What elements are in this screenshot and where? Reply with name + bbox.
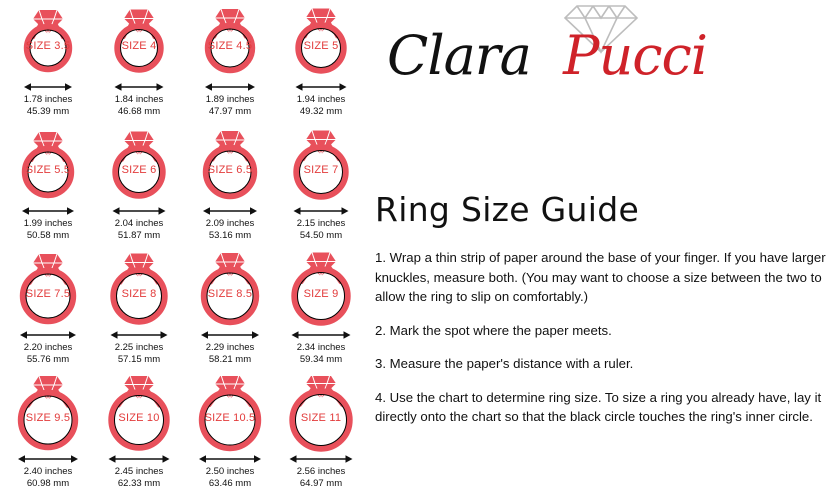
ring-size-cell[interactable] (277, 4, 365, 126)
diameter-arrow (277, 328, 365, 342)
ring-illustration (186, 376, 274, 452)
double-arrow-icon (95, 80, 183, 94)
ring-diameter-inches: 1.99 inches (23, 218, 73, 229)
diameter-arrow (4, 452, 92, 466)
diameter-arrow (186, 204, 274, 218)
ring-illustration (277, 4, 365, 80)
guide-step: 1. Wrap a thin strip of paper around the base of your finger. If you have larger knuckles, measure both. (You may want to choose a size between the two to allow the ring to slip on comfortably.) (375, 250, 826, 304)
guide-step: 2. Mark the spot where the paper meets. (375, 322, 612, 338)
double-arrow-icon (277, 452, 365, 466)
ring-measurements (277, 342, 365, 365)
ring-size-label: SIZE 10 (118, 412, 160, 424)
ring-diameter-mm: 46.68 mm (117, 105, 161, 117)
ring-diameter-inches: 2.45 inches (114, 466, 164, 477)
ring-illustration (186, 252, 274, 328)
ring-diameter-mm: 63.46 mm (208, 477, 252, 489)
double-arrow-icon (277, 328, 365, 342)
ring-size-cell[interactable] (186, 376, 274, 498)
ring-measurements (186, 342, 274, 365)
diameter-arrow (4, 80, 92, 94)
ring-diameter-mm: 62.33 mm (117, 477, 161, 489)
ring-illustration (95, 376, 183, 452)
ring-diameter-mm: 55.76 mm (26, 353, 70, 365)
ring-size-cell[interactable] (95, 128, 183, 250)
ring-size-cell[interactable] (95, 252, 183, 374)
double-arrow-icon (4, 204, 92, 218)
diameter-arrow (95, 204, 183, 218)
ring-diameter-inches: 2.04 inches (114, 218, 164, 229)
brand-wordmark (387, 24, 707, 87)
ring-size-cell[interactable] (4, 128, 92, 250)
ring-size-label: SIZE 6.5 (207, 164, 253, 176)
ring-measurements (4, 342, 92, 365)
ring-size-label: SIZE 4.5 (207, 40, 253, 52)
ring-measurements (95, 342, 183, 365)
ring-size-cell[interactable] (186, 4, 274, 126)
ring-diameter-mm: 45.39 mm (26, 105, 70, 117)
ring-illustration (95, 128, 183, 204)
ring-diameter-inches: 1.89 inches (205, 94, 255, 105)
diameter-arrow (186, 452, 274, 466)
ring-diameter-mm: 64.97 mm (299, 477, 343, 489)
ring-size-label: SIZE 10.5 (204, 412, 256, 424)
ring-illustration (95, 4, 183, 80)
ring-illustration (186, 4, 274, 80)
ring-diameter-inches: 1.84 inches (114, 94, 164, 105)
brand-first-name: Clara (387, 24, 531, 87)
guide-step: 3. Measure the paper's distance with a ruler. (375, 356, 634, 371)
ring-diameter-inches: 2.56 inches (296, 466, 346, 477)
double-arrow-icon (95, 204, 183, 218)
ring-size-label: SIZE 8.5 (207, 288, 253, 300)
diameter-arrow (277, 204, 365, 218)
ring-illustration (4, 4, 92, 80)
ring-size-cell[interactable] (95, 4, 183, 126)
ring-diameter-inches: 2.34 inches (296, 342, 346, 353)
ring-measurements (4, 94, 92, 117)
ring-illustration (4, 376, 92, 452)
diameter-arrow (4, 204, 92, 218)
ring-size-cell[interactable] (4, 4, 92, 126)
ring-size-cell[interactable] (186, 252, 274, 374)
ring-size-cell[interactable] (4, 252, 92, 374)
double-arrow-icon (4, 452, 92, 466)
ring-measurements (4, 466, 92, 489)
page-title: Ring Size Guide (375, 190, 640, 229)
double-arrow-icon (4, 80, 92, 94)
ring-diameter-inches: 1.78 inches (23, 94, 73, 105)
ring-illustration (277, 128, 365, 204)
diameter-arrow (4, 328, 92, 342)
ring-size-cell[interactable] (4, 376, 92, 498)
diameter-arrow (95, 328, 183, 342)
ring-diameter-mm: 58.21 mm (208, 353, 252, 365)
double-arrow-icon (186, 328, 274, 342)
ring-diameter-mm: 49.32 mm (299, 105, 343, 117)
ring-diameter-mm: 51.87 mm (117, 229, 161, 241)
double-arrow-icon (95, 452, 183, 466)
ring-size-label: SIZE 8 (121, 288, 157, 300)
ring-measurements (277, 466, 365, 489)
ring-measurements (95, 94, 183, 117)
guide-steps (375, 248, 827, 441)
double-arrow-icon (186, 452, 274, 466)
ring-diameter-inches: 2.25 inches (114, 342, 164, 353)
ring-illustration (277, 376, 365, 452)
ring-size-label: SIZE 3.5 (25, 40, 71, 52)
brand-last-name: Pucci (563, 24, 708, 87)
ring-diameter-mm: 60.98 mm (26, 477, 70, 489)
ring-size-label: SIZE 4 (121, 40, 157, 52)
ring-size-label: SIZE 9.5 (25, 412, 71, 424)
ring-size-chart (0, 0, 367, 501)
ring-diameter-inches: 2.15 inches (296, 218, 346, 229)
ring-size-cell[interactable] (277, 252, 365, 374)
double-arrow-icon (186, 80, 274, 94)
ring-measurements (277, 94, 365, 117)
ring-measurements (4, 218, 92, 241)
ring-diameter-mm: 47.97 mm (208, 105, 252, 117)
diameter-arrow (277, 80, 365, 94)
diameter-arrow (186, 80, 274, 94)
guide-step: 4. Use the chart to determine ring size. To size a ring you already have, lay it directly onto the chart so that the black circle touches the ring's inner circle. (375, 389, 822, 424)
ring-diameter-mm: 54.50 mm (299, 229, 343, 241)
ring-size-label: SIZE 9 (303, 288, 339, 300)
double-arrow-icon (186, 204, 274, 218)
ring-size-label: SIZE 11 (300, 412, 342, 424)
ring-diameter-inches: 2.29 inches (205, 342, 255, 353)
ring-illustration (4, 252, 92, 328)
diameter-arrow (95, 452, 183, 466)
double-arrow-icon (277, 204, 365, 218)
ring-diameter-mm: 50.58 mm (26, 229, 70, 241)
ring-measurements (95, 218, 183, 241)
ring-size-cell[interactable] (277, 128, 365, 250)
ring-illustration (186, 128, 274, 204)
diameter-arrow (277, 452, 365, 466)
ring-illustration (277, 252, 365, 328)
ring-measurements (186, 466, 274, 489)
ring-size-cell[interactable] (95, 376, 183, 498)
ring-measurements (186, 94, 274, 117)
ring-measurements (186, 218, 274, 241)
ring-measurements (95, 466, 183, 489)
ring-size-cell[interactable] (186, 128, 274, 250)
ring-size-label: SIZE 5.5 (25, 164, 71, 176)
ring-size-label: SIZE 5 (303, 40, 339, 52)
ring-diameter-mm: 53.16 mm (208, 229, 252, 241)
ring-measurements (277, 218, 365, 241)
ring-size-cell[interactable] (277, 376, 365, 498)
ring-size-grid (4, 4, 367, 498)
ring-illustration (95, 252, 183, 328)
diameter-arrow (95, 80, 183, 94)
ring-diameter-inches: 2.09 inches (205, 218, 255, 229)
ring-diameter-mm: 59.34 mm (299, 353, 343, 365)
ring-size-label: SIZE 7.5 (25, 288, 71, 300)
double-arrow-icon (95, 328, 183, 342)
ring-size-label: SIZE 6 (121, 164, 157, 176)
brand-logo (373, 2, 833, 114)
double-arrow-icon (277, 80, 365, 94)
ring-illustration (4, 128, 92, 204)
ring-diameter-inches: 1.94 inches (296, 94, 346, 105)
ring-diameter-inches: 2.40 inches (23, 466, 73, 477)
diameter-arrow (186, 328, 274, 342)
ring-size-label: SIZE 7 (303, 164, 339, 176)
double-arrow-icon (4, 328, 92, 342)
ring-diameter-inches: 2.20 inches (23, 342, 73, 353)
ring-diameter-mm: 57.15 mm (117, 353, 161, 365)
guide-panel (367, 0, 839, 501)
ring-diameter-inches: 2.50 inches (205, 466, 255, 477)
